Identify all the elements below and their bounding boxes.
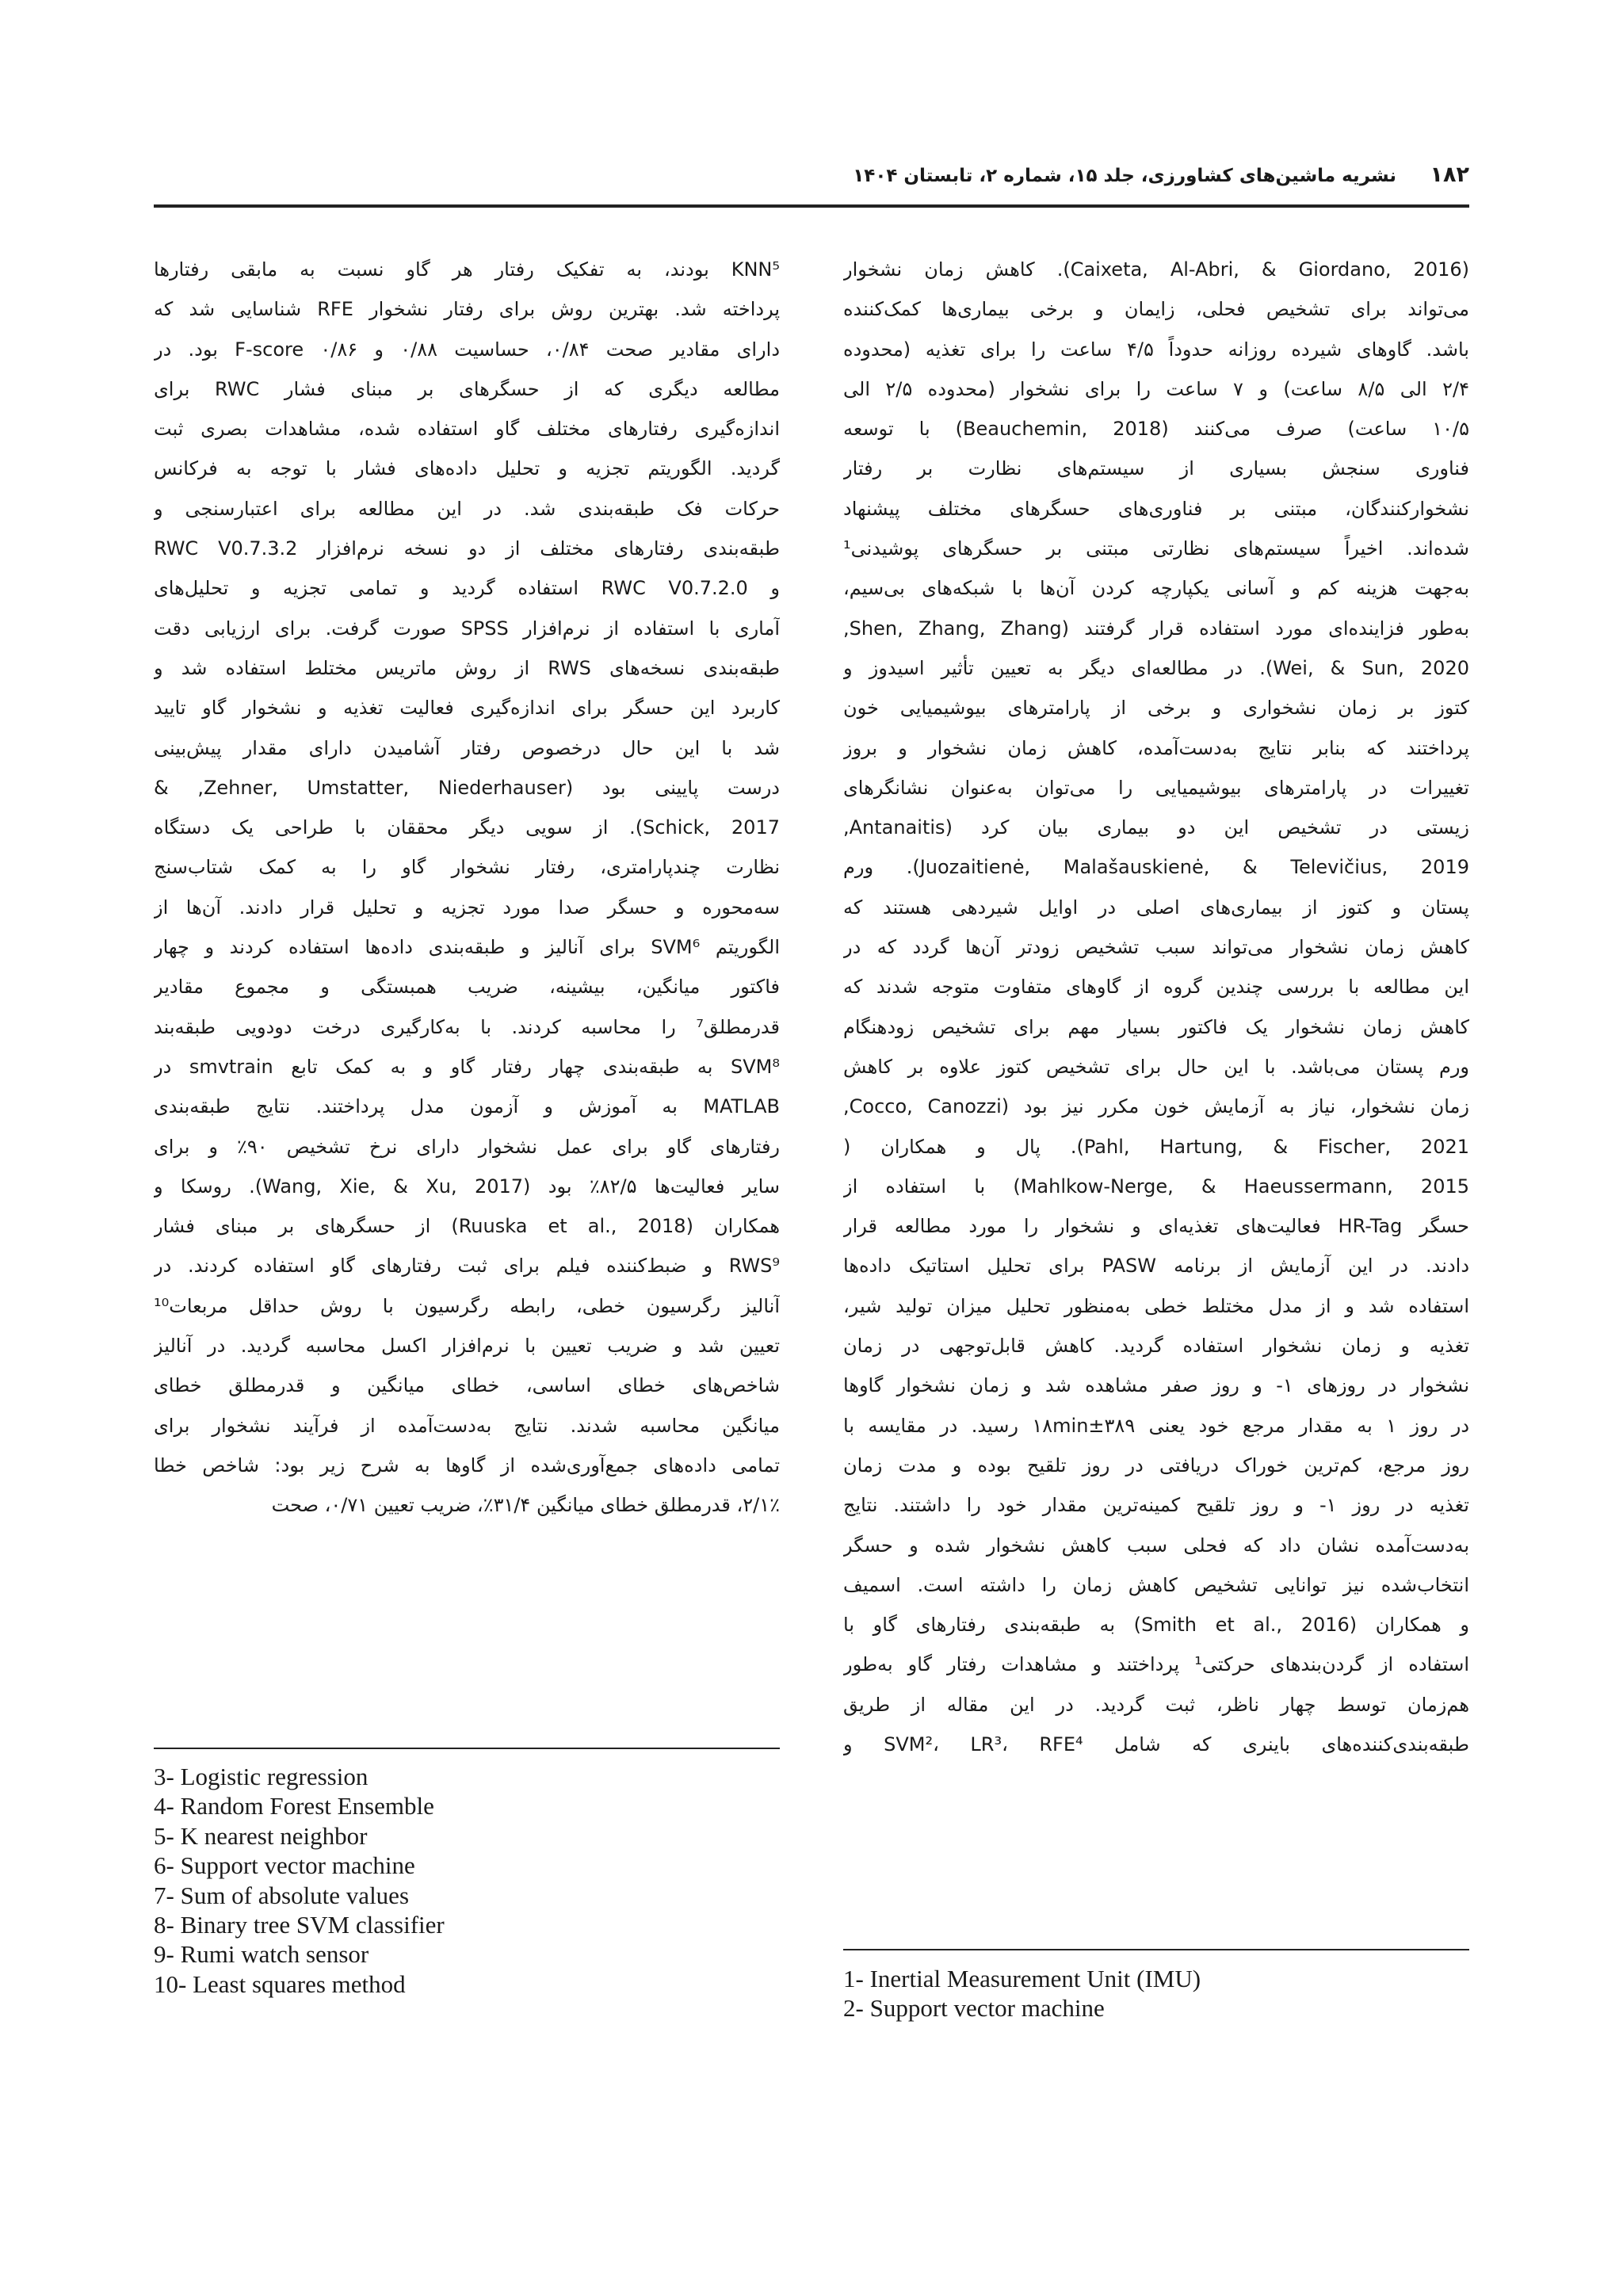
footnote: 9- Rumi watch sensor <box>154 1940 369 1969</box>
text-line: Wei, & Sun, 2020). در مطالعه‌ای دیگر به تعیین تأثیر اسیدوز و <box>843 656 1469 679</box>
text-line: قدرمطلق⁷ را محاسبه کردند. با به‌کارگیری درخت دودویی طبقه‌بند <box>154 1015 780 1038</box>
footnote: 10- Least squares method <box>154 1969 406 1998</box>
right-footnotes <box>843 1964 1201 2023</box>
text-line: آماری با استفاده از نرم‌افزار SPSS صورت گرفت. برای ارزیابی دقت <box>154 617 780 640</box>
text-line: درست پایینی بود (Zehner, Umstatter, Niederhauser, & <box>154 776 780 799</box>
text-line: فاکتور میانگین، بیشینه، ضریب همبستگی و مجموع مقادیر <box>154 976 780 999</box>
text-line: تغییرات در پارامترهای بیوشیمیایی را می‌توان به‌عنوان نشانگرهای <box>843 776 1469 799</box>
text-line: آنالیز رگرسیون خطی، رابطه رگرسیون با روش حداقل مربعات¹⁰ <box>154 1294 780 1317</box>
footnote: 2- Support vector machine <box>843 1994 1105 2023</box>
text-line: در روز ۱ به مقدار مرجع خود یعنی ۳۸۹±۱۸min رسید. در مقایسه با <box>843 1414 1469 1437</box>
text-line: این مطالعه با بررسی چندین گروه از گاوهای متفاوت متوجه شدند که <box>843 976 1469 999</box>
text-line: کتوز بر زمان نشخواری و برخی از پارامترهای بیوشیمیایی خون <box>843 697 1469 720</box>
text-line: پرداختند که بنابر نتایج به‌دست‌آمده، کاهش زمان نشخوار و بروز <box>843 736 1469 759</box>
footnote: 5- K nearest neighbor <box>154 1821 368 1850</box>
text-line: SVM⁸ به طبقه‌بندی چهار رفتار گاو و به کمک تابع smvtrain در <box>154 1055 780 1078</box>
text-line: کاهش زمان نشخوار یک فاکتور بسیار مهم برای تشخیص زودهنگام <box>843 1015 1469 1038</box>
text-line: استفاده شد و از مدل مختلط خطی به‌منظور تحلیل میزان تولید شیر، <box>843 1294 1469 1317</box>
text-line: گردید. الگوریتم تجزیه و تحلیل داده‌های فشار با توجه به فرکانس <box>154 457 780 480</box>
text-line: RWS⁹ و ضبط‌کننده فیلم برای ثبت رفتارهای گاو استفاده کردند. در <box>154 1255 780 1278</box>
text-line: شاخص‌های خطای اساسی، خطای میانگین و قدرمطلق خطای <box>154 1374 780 1397</box>
text-line: زیستی در تشخیص این دو بیماری بیان کرد (Antanaitis, <box>843 816 1469 839</box>
text-line: به‌جهت هزینه کم و آسانی یکپارچه کردن آن‌ها با شبکه‌های بی‌سیم، <box>843 577 1469 600</box>
text-line: Juozaitienė, Malašauskienė, & Televičius, 2019). ورم <box>843 856 1469 879</box>
text-line: حسگر HR-Tag فعالیت‌های تغذیه‌ای و نشخوار را مورد مطالعه قرار <box>843 1215 1469 1238</box>
text-line: ۲/۱٪، قدرمطلق خطای میانگین ۳۱/۴٪، ضریب تعیین ۰/۷۱، صحت <box>271 1494 780 1517</box>
text-line: الگوریتم SVM⁶ برای آنالیز و طبقه‌بندی داده‌ها استفاده کردند و چهار <box>154 936 780 959</box>
text-line: زمان نشخوار، نیاز به آزمایش خون مکرر نیز بود (Cocco, Canozzi, <box>843 1095 1469 1118</box>
text-line: Mahlkow-Nerge, & Haeussermann, 2015) با استفاده از <box>843 1175 1469 1198</box>
footnote: 4- Random Forest Ensemble <box>154 1792 434 1820</box>
left-footnotes <box>154 1762 445 1999</box>
text-line: شده‌اند. اخیراً سیستم‌های نظارتی مبتنی بر حسگرهای پوشیدنی¹ <box>843 537 1469 560</box>
text-line: به‌طور فزاینده‌ای مورد استفاده قرار گرفتند (Shen, Zhang, Zhang, <box>843 617 1469 640</box>
page-header <box>154 162 1469 202</box>
footnote: 7- Sum of absolute values <box>154 1881 410 1909</box>
footnote: 8- Binary tree SVM classifier <box>154 1911 445 1939</box>
text-line: رفتارهای گاو برای عمل نشخوار دارای نرخ تشخیص ۹۰٪ و برای <box>154 1135 780 1158</box>
text-line: دادند. در این آزمایش از برنامه PASW برای تحلیل استاتیک داده‌ها <box>843 1255 1469 1278</box>
text-line: پستان و کتوز از بیماری‌های اصلی در اوایل شیردهی هستند که <box>843 896 1469 919</box>
text-line: سه‌محوره و حسگر صدا مورد تجزیه و تحلیل قرار دادند. آن‌ها از <box>154 896 780 919</box>
text-line: طبقه‌بندی‌کننده‌های باینری که شامل SVM²، LR³، RFE⁴ و <box>843 1733 1469 1755</box>
text-line: طبقه‌بندی نسخه‌های RWS از روش ماتریس مختلط استفاده شد و <box>154 656 780 679</box>
text-line: باشد. گاوهای شیرده روزانه حدوداً ۴/۵ ساعت را برای تغذیه (محدوده <box>843 338 1469 361</box>
text-line: اندازه‌گیری رفتارهای مختلف گاو استفاده شده، مشاهدات بصری ثبت <box>154 418 780 441</box>
journal-title: نشریه ماشین‌های کشاورزی، جلد ۱۵، شماره ۲، تابستان ۱۴۰۴ <box>853 166 1396 186</box>
text-line: شد با این حال درخصوص رفتار آشامیدن دارای مقدار پیش‌بینی <box>154 736 780 759</box>
footnote: 3- Logistic regression <box>154 1763 369 1790</box>
text-line: استفاده از گردن‌بندهای حرکتی¹ پرداختند و مشاهدات رفتار گاو به‌طور <box>843 1653 1469 1676</box>
text-line: تمامی داده‌های جمع‌آوری‌شده از گاوها به شرح زیر بود: شاخص خطا <box>154 1454 780 1477</box>
text-line: سایر فعالیت‌ها ۸۲/۵٪ بود (Wang, Xie, & Xu, 2017). روسکا و <box>154 1175 780 1198</box>
header-rule <box>154 204 1469 208</box>
text-line: Schick, 2017). از سویی دیگر محققان با طراحی یک دستگاه <box>154 816 780 839</box>
text-line: و همکاران (Smith et al., 2016) به طبقه‌بندی رفتارهای گاو با <box>843 1614 1469 1637</box>
text-line: کاهش زمان نشخوار می‌تواند سبب تشخیص زودتر آن‌ها گردد که در <box>843 936 1469 959</box>
text-line: نشخوار در روزهای ۱- و روز صفر مشاهده شد و زمان نشخوار گاوها <box>843 1374 1469 1397</box>
text-line: تعیین شد و ضریب تعیین با نرم‌افزار اکسل محاسبه گردید. در آنالیز <box>154 1335 780 1358</box>
page-number: ۱۸۲ <box>1430 162 1469 187</box>
left-column <box>154 250 780 1526</box>
text-line: هم‌زمان توسط چهار ناظر، ثبت گردید. در این مقاله از طریق <box>843 1693 1469 1716</box>
text-line: انتخاب‌شده نیز توانایی تشخیص کاهش زمان را داشته است. اسمیف <box>843 1573 1469 1596</box>
right-footnote-rule <box>843 1949 1469 1950</box>
text-line: طبقه‌بندی رفتارهای مختلف از دو نسخه نرم‌افزار RWC V0.7.3.2 <box>154 537 780 560</box>
text-line: و RWC V0.7.2.0 استفاده گردید و تمامی تجزیه و تحلیل‌های <box>154 577 780 600</box>
text-line: دارای مقادیر صحت ۰/۸۴، حساسیت ۰/۸۸ و F-score ۰/۸۶ بود. در <box>154 338 780 361</box>
text-line: پرداخته شد. بهترین روش برای رفتار نشخوار RFE شناسایی شد که <box>154 298 780 321</box>
text-line: ۲/۴ الی ۸/۵ ساعت) و ۷ ساعت را برای نشخوار (محدوده ۲/۵ الی <box>843 377 1469 400</box>
text-line: حرکات فک طبقه‌بندی شد. در این مطالعه برای اعتبارسنجی و <box>154 497 780 520</box>
text-line: میانگین محاسبه شدند. نتایج به‌دست‌آمده از فرآیند نشخوار برای <box>154 1414 780 1437</box>
text-line: KNN⁵ بودند، به تفکیک رفتار هر گاو نسبت به مابقی رفتارها <box>154 258 780 281</box>
text-line: می‌تواند برای تشخیص فحلی، زایمان و برخی بیماری‌ها کمک‌کننده <box>843 298 1469 321</box>
footnote: 6- Support vector machine <box>154 1851 415 1880</box>
text-line: فناوری سنجش بسیاری از سیستم‌های نظارت بر رفتار <box>843 457 1469 480</box>
text-line: نشخوارکنندگان، مبتنی بر فناوری‌های حسگرهای مختلف پیشنهاد <box>843 497 1469 520</box>
text-line: کاربرد این حسگر برای اندازه‌گیری فعالیت تغذیه و نشخوار گاو تایید <box>154 697 780 720</box>
text-line: Pahl, Hartung, & Fischer, 2021). پال و همکاران ( <box>843 1135 1469 1158</box>
text-line: نظارت چندپارامتری، رفتار نشخوار گاو را به کمک شتاب‌سنج <box>154 856 780 879</box>
text-line: ۱۰/۵ ساعت) صرف می‌کنند (Beauchemin, 2018) با توسعه <box>843 418 1469 441</box>
text-line: (Caixeta, Al-Abri, & Giordano, 2016). کاهش زمان نشخوار <box>843 258 1469 281</box>
left-footnote-rule <box>154 1748 780 1749</box>
right-column <box>843 250 1469 1764</box>
text-line: تغذیه و زمان نشخوار استفاده گردید. کاهش قابل‌توجهی در زمان <box>843 1335 1469 1358</box>
text-line: روز مرجع، کم‌ترین خوراک دریافتی در روز تلقیح بوده و مدت زمان <box>843 1454 1469 1477</box>
text-line: همکاران (Ruuska et al., 2018) از حسگرهای بر مبنای فشار <box>154 1215 780 1238</box>
footnote: 1- Inertial Measurement Unit (IMU) <box>843 1965 1201 1992</box>
text-line: تغذیه در روز ۱- و روز تلقیح کمینه‌ترین مقدار خود را داشتند. نتایج <box>843 1494 1469 1517</box>
text-line: ورم پستان می‌باشد. با این حال برای تشخیص کتوز علاوه بر کاهش <box>843 1055 1469 1078</box>
text-line: MATLAB به آموزش و آزمون مدل پرداختند. نتایج طبقه‌بندی <box>154 1095 780 1118</box>
text-line: مطالعه دیگری که از حسگرهای بر مبنای فشار RWC برای <box>154 377 780 400</box>
text-line: به‌دست‌آمده نشان داد که فحلی سبب کاهش نشخوار شده و حسگر <box>843 1534 1469 1557</box>
